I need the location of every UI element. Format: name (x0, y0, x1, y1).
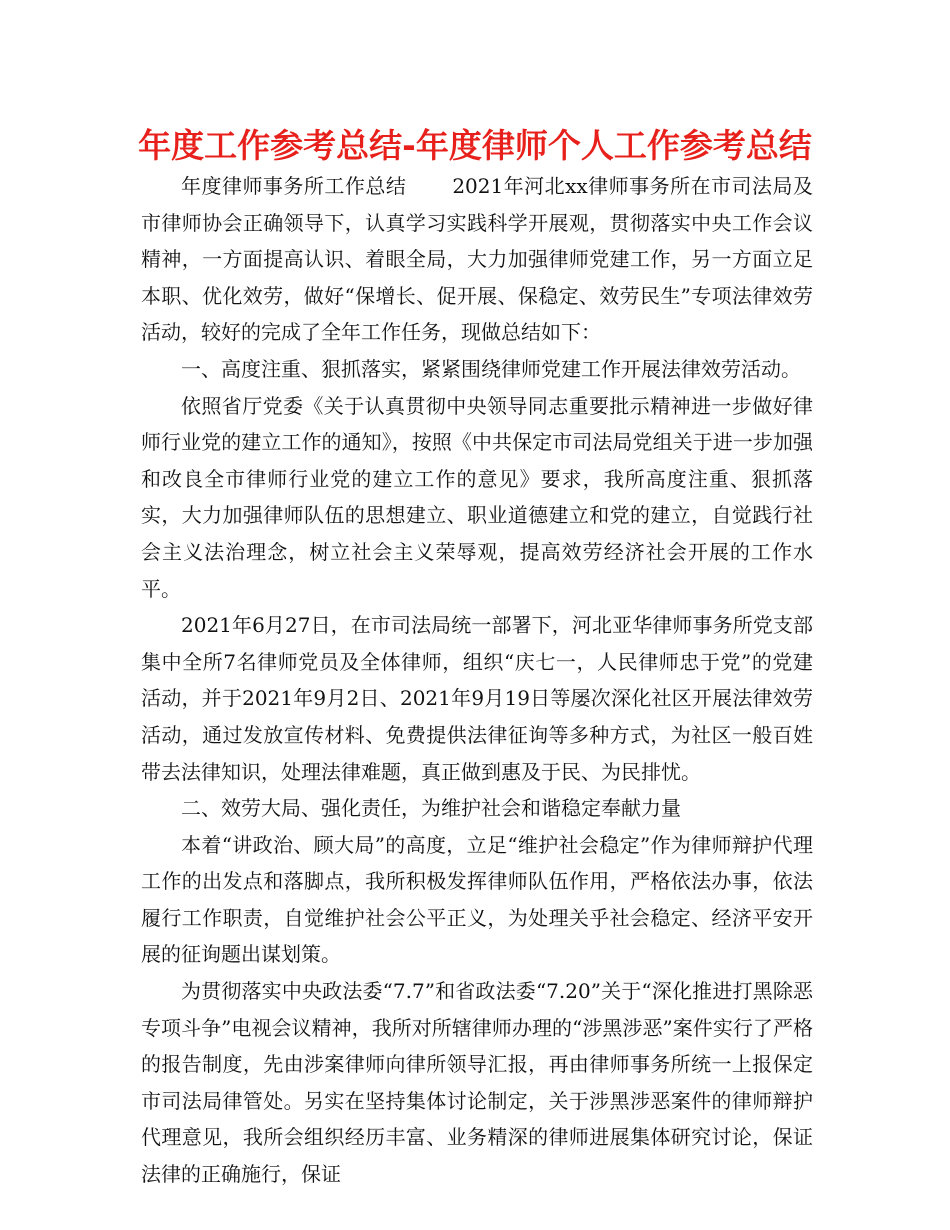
document-title: 年度工作参考总结-年度律师个人工作参考总结 (138, 126, 812, 165)
paragraph: 本着“讲政治、顾大局”的高度，立足“维护社会稳定”作为律师辩护代理工作的出发点和落脚点，我所积极发挥律师队伍作用，严格依法办事，依法履行工作职责，自觉维护社会公平正义，为处理关乎社会稳定、经济平安开展的征询题出谋划策。 (141, 832, 813, 967)
paragraph: 依照省厅党委《关于认真贯彻中央领导同志重要批示精神进一步做好律师行业党的建立工作的通知》，按照《中共保定市司法局党组关于进一步加强和改良全市律师行业党的建立工作的意见》要求，我所高度注重、狠抓落实，大力加强律师队伍的思想建立、职业道德建立和党的建立，自觉践行社会主义法治理念，树立社会主义荣辱观，提高效劳经济社会开展的工作水平。 (141, 393, 813, 601)
section-heading-2: 二、效劳大局、强化责任，为维护社会和谐稳定奉献力量 (181, 796, 681, 821)
section-heading-1: 一、高度注重、狠抓落实，紧紧围绕律师党建工作开展法律效劳活动。 (181, 356, 801, 381)
intro-heading: 年度律师事务所工作总结 (181, 174, 407, 198)
paragraph-text: 2021年河北xx律师事务所在市司法局及市律师协会正确领导下，认真学习实践科学开展观，贯彻落实中央工作会议精神，一方面提高认识、着眼全局，大力加强律师党建工作，另一方面立足本职、优化效劳，做好“保增长、促开展、保稳定、效劳民生”专项法律效劳活动，较好的完成了全年工作任务，现做总结如下： (141, 174, 813, 345)
document-body (141, 168, 813, 1193)
paragraph-intro (141, 168, 813, 351)
paragraph: 为贯彻落实中央政法委“7.7”和省政法委“7.20”关于“深化推进打黑除恶专项斗争”电视会议精神，我所对所辖律师办理的“涉黑涉恶”案件实行了严格的报告制度，先由涉案律师向律所领导汇报，再由律师事务所统一上报保定市司法局律管处。另实在坚持集体讨论制定，关于涉黑涉恶案件的律师辩护代理意见，我所会组织经历丰富、业务精深的律师进展集体研究讨论，保证法律的正确施行，保证 (141, 979, 813, 1187)
paragraph: 2021年6月27日，在市司法局统一部署下，河北亚华律师事务所党支部集中全所7名律师党员及全体律师，组织“庆七一，人民律师忠于党”的党建活动，并于2021年9月2日、2021年9月19日等屡次深化社区开展法律效劳活动，通过发放宣传材料、免费提供法律征询等多种方式，为社区一般百姓带去法律知识，处理法律难题，真正做到惠及于民、为民排忧。 (141, 613, 813, 784)
